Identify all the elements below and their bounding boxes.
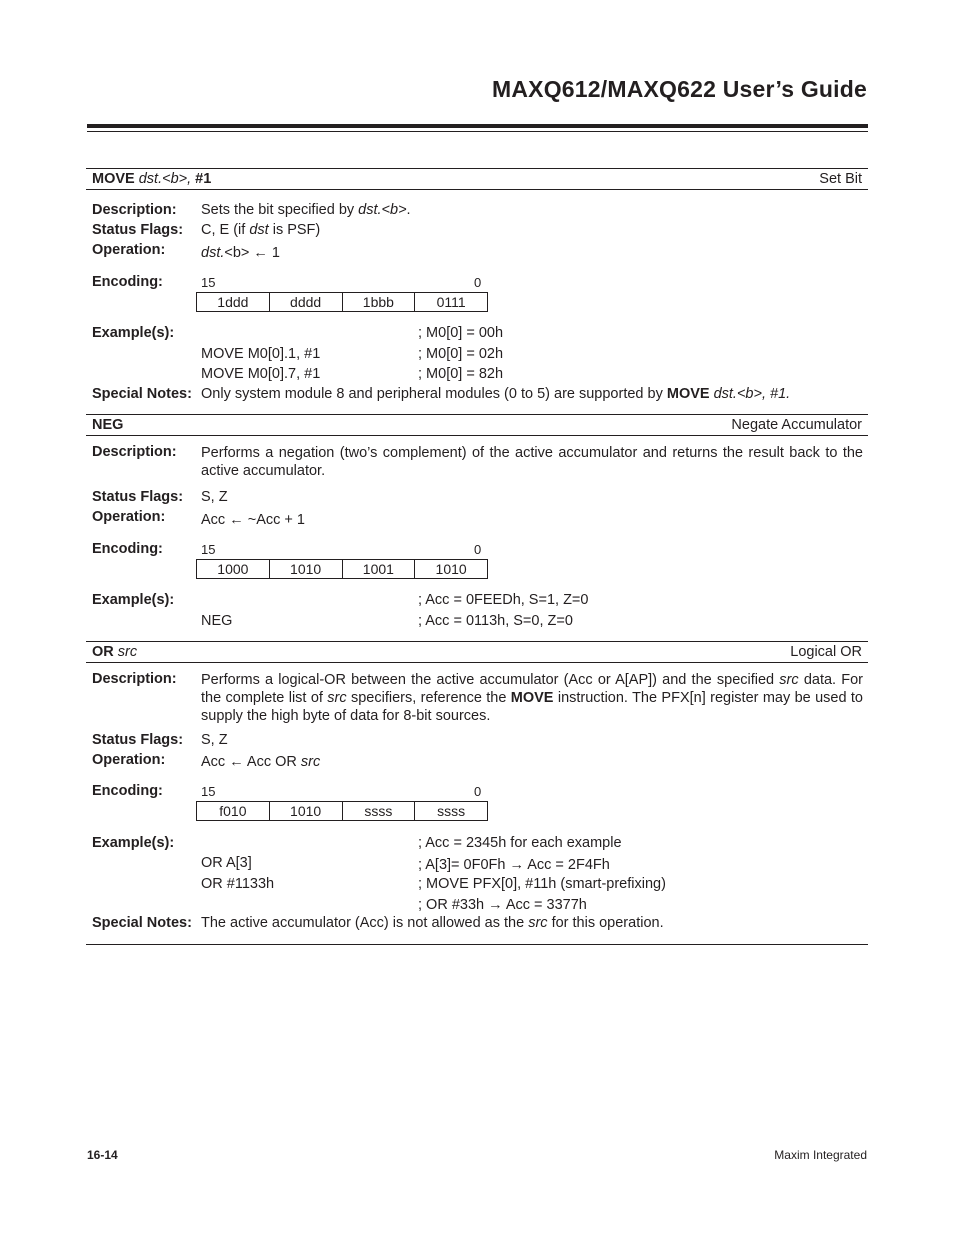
move-flags-post: is PSF): [268, 222, 321, 238]
or-notes-post: for this operation.: [547, 915, 664, 931]
move-header-arg: dst.<b>,: [138, 171, 192, 187]
move-flags-pre: C, E (if: [201, 222, 250, 238]
move-status-flags-label: Status Flags:: [92, 222, 184, 238]
example-comment: ; OR #33h → Acc = 3377h: [418, 897, 587, 913]
or-encoding-bit-low: 0: [474, 784, 482, 799]
title-rule-thick: [87, 124, 868, 128]
neg-encoding-label: Encoding:: [92, 541, 163, 557]
example-code: OR #1133h: [201, 876, 275, 892]
example-comment: ; A[3]= 0F0Fh → Acc = 2F4Fh: [418, 857, 610, 873]
or-status-flags-label: Status Flags:: [92, 732, 184, 748]
neg-header-op: NEG: [92, 417, 124, 433]
page-number: 16-14: [87, 1148, 118, 1162]
or-desc-4: instruction. The PFX[n] register may be used to supply the high byte of data for 8-bit sources.: [201, 690, 863, 724]
move-notes-pre: Only system module 8 and peripheral modules (0 to 5) are supported by: [201, 386, 667, 402]
or-desc-src1: src: [779, 672, 799, 688]
move-description: [201, 202, 411, 218]
move-header-rule: [86, 189, 868, 190]
example-comment: ; M0[0] = 02h: [418, 346, 504, 362]
neg-description: Performs a negation (two’s complement) of the active accumulator and returns the result back to the active accumulator.: [201, 445, 863, 479]
or-desc-3: specifiers, reference the: [346, 690, 511, 706]
move-status-flags: [201, 222, 320, 238]
move-op-arg: dst.: [201, 245, 225, 261]
move-header-op: MOVE: [92, 171, 135, 187]
or-header-op: OR: [92, 644, 114, 660]
move-operation: [201, 245, 280, 261]
move-op-rest: <b> ← 1: [224, 245, 280, 261]
or-desc-op: MOVE: [510, 690, 554, 706]
or-special-notes-label: Special Notes:: [92, 915, 192, 931]
neg-encoding-bit-low: 0: [474, 542, 482, 557]
or-encoding-table: [196, 801, 488, 821]
or-notes-pre: The active accumulator (Acc) is not allowed as the: [201, 915, 529, 931]
encoding-cell: 1001: [343, 560, 416, 578]
neg-description-label: Description:: [92, 444, 177, 460]
encoding-cell: 1010: [435, 561, 467, 577]
neg-status-flags-label: Status Flags:: [92, 489, 184, 505]
or-header-arg: src: [117, 644, 138, 660]
example-code: MOVE M0[0].7, #1: [201, 366, 321, 382]
move-encoding-bit-low: 0: [474, 275, 482, 290]
example-code: OR A[3]: [201, 855, 252, 871]
neg-encoding-bit-high: 15: [201, 542, 216, 557]
example-code: NEG: [201, 613, 233, 629]
neg-header-rule: [86, 435, 868, 436]
neg-instruction-header: [92, 417, 123, 433]
move-instruction-title: Set Bit: [819, 171, 862, 187]
move-encoding-table: [196, 292, 488, 312]
title-rule-thin: [87, 131, 868, 132]
or-encoding-bit-high: 15: [201, 784, 216, 799]
or-desc-src2: src: [327, 690, 347, 706]
move-operation-label: Operation:: [92, 242, 166, 258]
company-name: Maxim Integrated: [774, 1148, 867, 1162]
neg-encoding-table: [196, 559, 488, 579]
or-status-flags: S, Z: [201, 732, 228, 748]
move-encoding-label: Encoding:: [92, 274, 163, 290]
example-comment: ; M0[0] = 00h: [418, 325, 504, 341]
encoding-cell: 1010: [270, 560, 343, 578]
neg-operation-label: Operation:: [92, 509, 166, 525]
or-instruction-header: [92, 644, 137, 660]
encoding-cell: ssss: [437, 803, 466, 819]
or-bottom-rule: [86, 944, 868, 945]
page-title: MAXQ612/MAXQ622 User’s Guide: [491, 76, 867, 102]
encoding-cell: dddd: [270, 293, 343, 311]
or-operation-label: Operation:: [92, 752, 166, 768]
move-top-rule: [86, 168, 868, 169]
or-description: [201, 671, 863, 725]
neg-top-rule: [86, 414, 868, 415]
or-desc-1: Performs a logical-OR between the active accumulator (Acc or A[AP]) and the specified: [201, 672, 780, 688]
move-special-notes-label: Special Notes:: [92, 386, 192, 402]
encoding-cell: 1000: [197, 560, 270, 578]
neg-examples-label: Example(s):: [92, 592, 175, 608]
encoding-cell: 1bbb: [343, 293, 416, 311]
or-encoding-label: Encoding:: [92, 783, 163, 799]
example-comment: ; M0[0] = 82h: [418, 366, 504, 382]
move-description-label: Description:: [92, 202, 177, 218]
move-notes-arg: dst.<b>, #1.: [709, 386, 791, 402]
example-comment: ; Acc = 0113h, S=0, Z=0: [418, 613, 573, 629]
encoding-cell: 1010: [270, 802, 343, 820]
example-comment: ; Acc = 0FEEDh, S=1, Z=0: [418, 592, 589, 608]
encoding-cell: f010: [197, 802, 270, 820]
or-instruction-title: Logical OR: [790, 644, 862, 660]
or-notes-arg: src: [528, 915, 548, 931]
move-encoding-bit-high: 15: [201, 275, 216, 290]
example-code: MOVE M0[0].1, #1: [201, 346, 321, 362]
move-flags-arg: dst: [249, 222, 269, 238]
or-desc-2: data. For the complete list of: [201, 672, 863, 706]
or-operation: [201, 754, 320, 770]
or-examples-label: Example(s):: [92, 835, 175, 851]
neg-instruction-title: Negate Accumulator: [731, 417, 862, 433]
or-header-rule: [86, 662, 868, 663]
or-description-label: Description:: [92, 671, 177, 687]
move-examples-label: Example(s):: [92, 325, 175, 341]
or-op-arg: src: [300, 754, 321, 770]
example-comment: ; Acc = 2345h for each example: [418, 835, 622, 851]
example-comment: ; MOVE PFX[0], #11h (smart-prefixing): [418, 876, 666, 892]
move-desc-arg: dst.<b>: [358, 202, 407, 218]
move-special-notes: [201, 386, 790, 402]
or-op-pre: Acc ← Acc OR: [201, 754, 301, 770]
neg-status-flags: S, Z: [201, 489, 228, 505]
encoding-cell: ssss: [343, 802, 416, 820]
move-notes-op: MOVE: [666, 386, 710, 402]
move-instruction-header: [92, 171, 211, 187]
move-desc-post: .: [406, 202, 411, 218]
move-header-imm: #1: [195, 171, 212, 187]
move-desc-pre: Sets the bit specified by: [201, 202, 359, 218]
encoding-cell: 0111: [436, 294, 466, 310]
encoding-cell: 1ddd: [197, 293, 270, 311]
neg-operation: Acc ← ~Acc + 1: [201, 512, 305, 528]
or-special-notes: [201, 915, 664, 931]
or-top-rule: [86, 641, 868, 642]
